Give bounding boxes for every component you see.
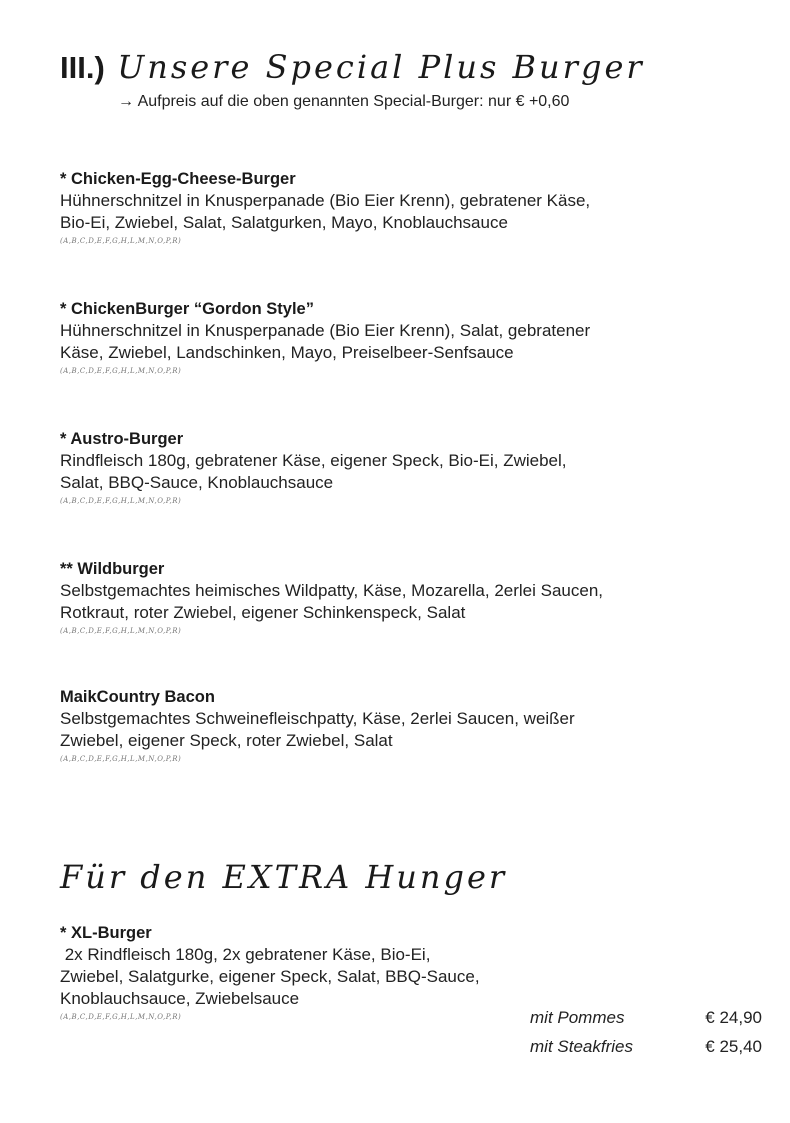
menu-item-desc-line: Zwiebel, Salatgurke, eigener Speck, Salat, BBQ-Sauce, [60,967,480,986]
menu-item-desc-line: Hühnerschnitzel in Knusperpanade (Bio Eier Krenn), gebratener Käse, [60,191,591,210]
menu-item-title: * ChickenBurger “Gordon Style” [60,300,314,318]
menu-item-xl [60,922,700,1022]
surcharge-note: → Aufpreis auf die oben genannten Special-Burger: nur € +0,60 [118,93,570,110]
menu-item-desc-line: Rotkraut, roter Zwiebel, eigener Schinkenspeck, Salat [60,603,466,622]
price-value: € 24,90 [705,1008,762,1027]
allergen-codes: (A,B,C,D,E,F,G,H,L,M,N,O,P,R) [60,497,182,505]
section-heading [60,48,645,86]
price-value: € 25,40 [705,1037,762,1056]
section-title: Unsere Special Plus Burger [117,48,645,86]
allergen-codes: (A,B,C,D,E,F,G,H,L,M,N,O,P,R) [60,367,182,375]
section-number: III.) [60,50,105,85]
menu-item-desc-line: 2x Rindfleisch 180g, 2x gebratener Käse, Bio-Ei, [60,945,431,964]
menu-item-desc-line: Selbstgemachtes Schweinefleischpatty, Käse, 2erlei Saucen, weißer [60,709,575,728]
menu-item-desc-line: Bio-Ei, Zwiebel, Salat, Salatgurken, Mayo, Knoblauchsauce [60,213,508,232]
menu-item-title: MaikCountry Bacon [60,688,215,706]
section-title-extra-hunger: Für den EXTRA Hunger [60,858,508,896]
menu-item [60,168,700,246]
menu-item [60,428,700,506]
menu-item-desc-line: Rindfleisch 180g, gebratener Käse, eigener Speck, Bio-Ei, Zwiebel, [60,451,567,470]
menu-item-title: * XL-Burger [60,924,152,942]
menu-item-desc-line: Selbstgemachtes heimisches Wildpatty, Käse, Mozarella, 2erlei Saucen, [60,581,603,600]
menu-item-desc-line: Salat, BBQ-Sauce, Knoblauchsauce [60,473,334,492]
price-variant: mit Pommes [530,1008,625,1027]
menu-item [60,298,700,376]
price-variant: mit Steakfries [530,1037,633,1056]
menu-item-desc-line: Hühnerschnitzel in Knusperpanade (Bio Eier Krenn), Salat, gebratener [60,321,591,340]
menu-item-desc-line: Käse, Zwiebel, Landschinken, Mayo, Preiselbeer-Senfsauce [60,343,514,362]
allergen-codes: (A,B,C,D,E,F,G,H,L,M,N,O,P,R) [60,1013,182,1021]
allergen-codes: (A,B,C,D,E,F,G,H,L,M,N,O,P,R) [60,755,182,763]
menu-item-title: ** Wildburger [60,560,165,578]
menu-item-title: * Chicken-Egg-Cheese-Burger [60,170,296,188]
menu-item-title: * Austro-Burger [60,430,184,448]
menu-item-desc-line: Zwiebel, eigener Speck, roter Zwiebel, Salat [60,731,393,750]
menu-item [60,686,700,764]
allergen-codes: (A,B,C,D,E,F,G,H,L,M,N,O,P,R) [60,627,182,635]
allergen-codes: (A,B,C,D,E,F,G,H,L,M,N,O,P,R) [60,237,182,245]
menu-item-desc-line: Knoblauchsauce, Zwiebelsauce [60,989,300,1008]
menu-item [60,558,700,636]
